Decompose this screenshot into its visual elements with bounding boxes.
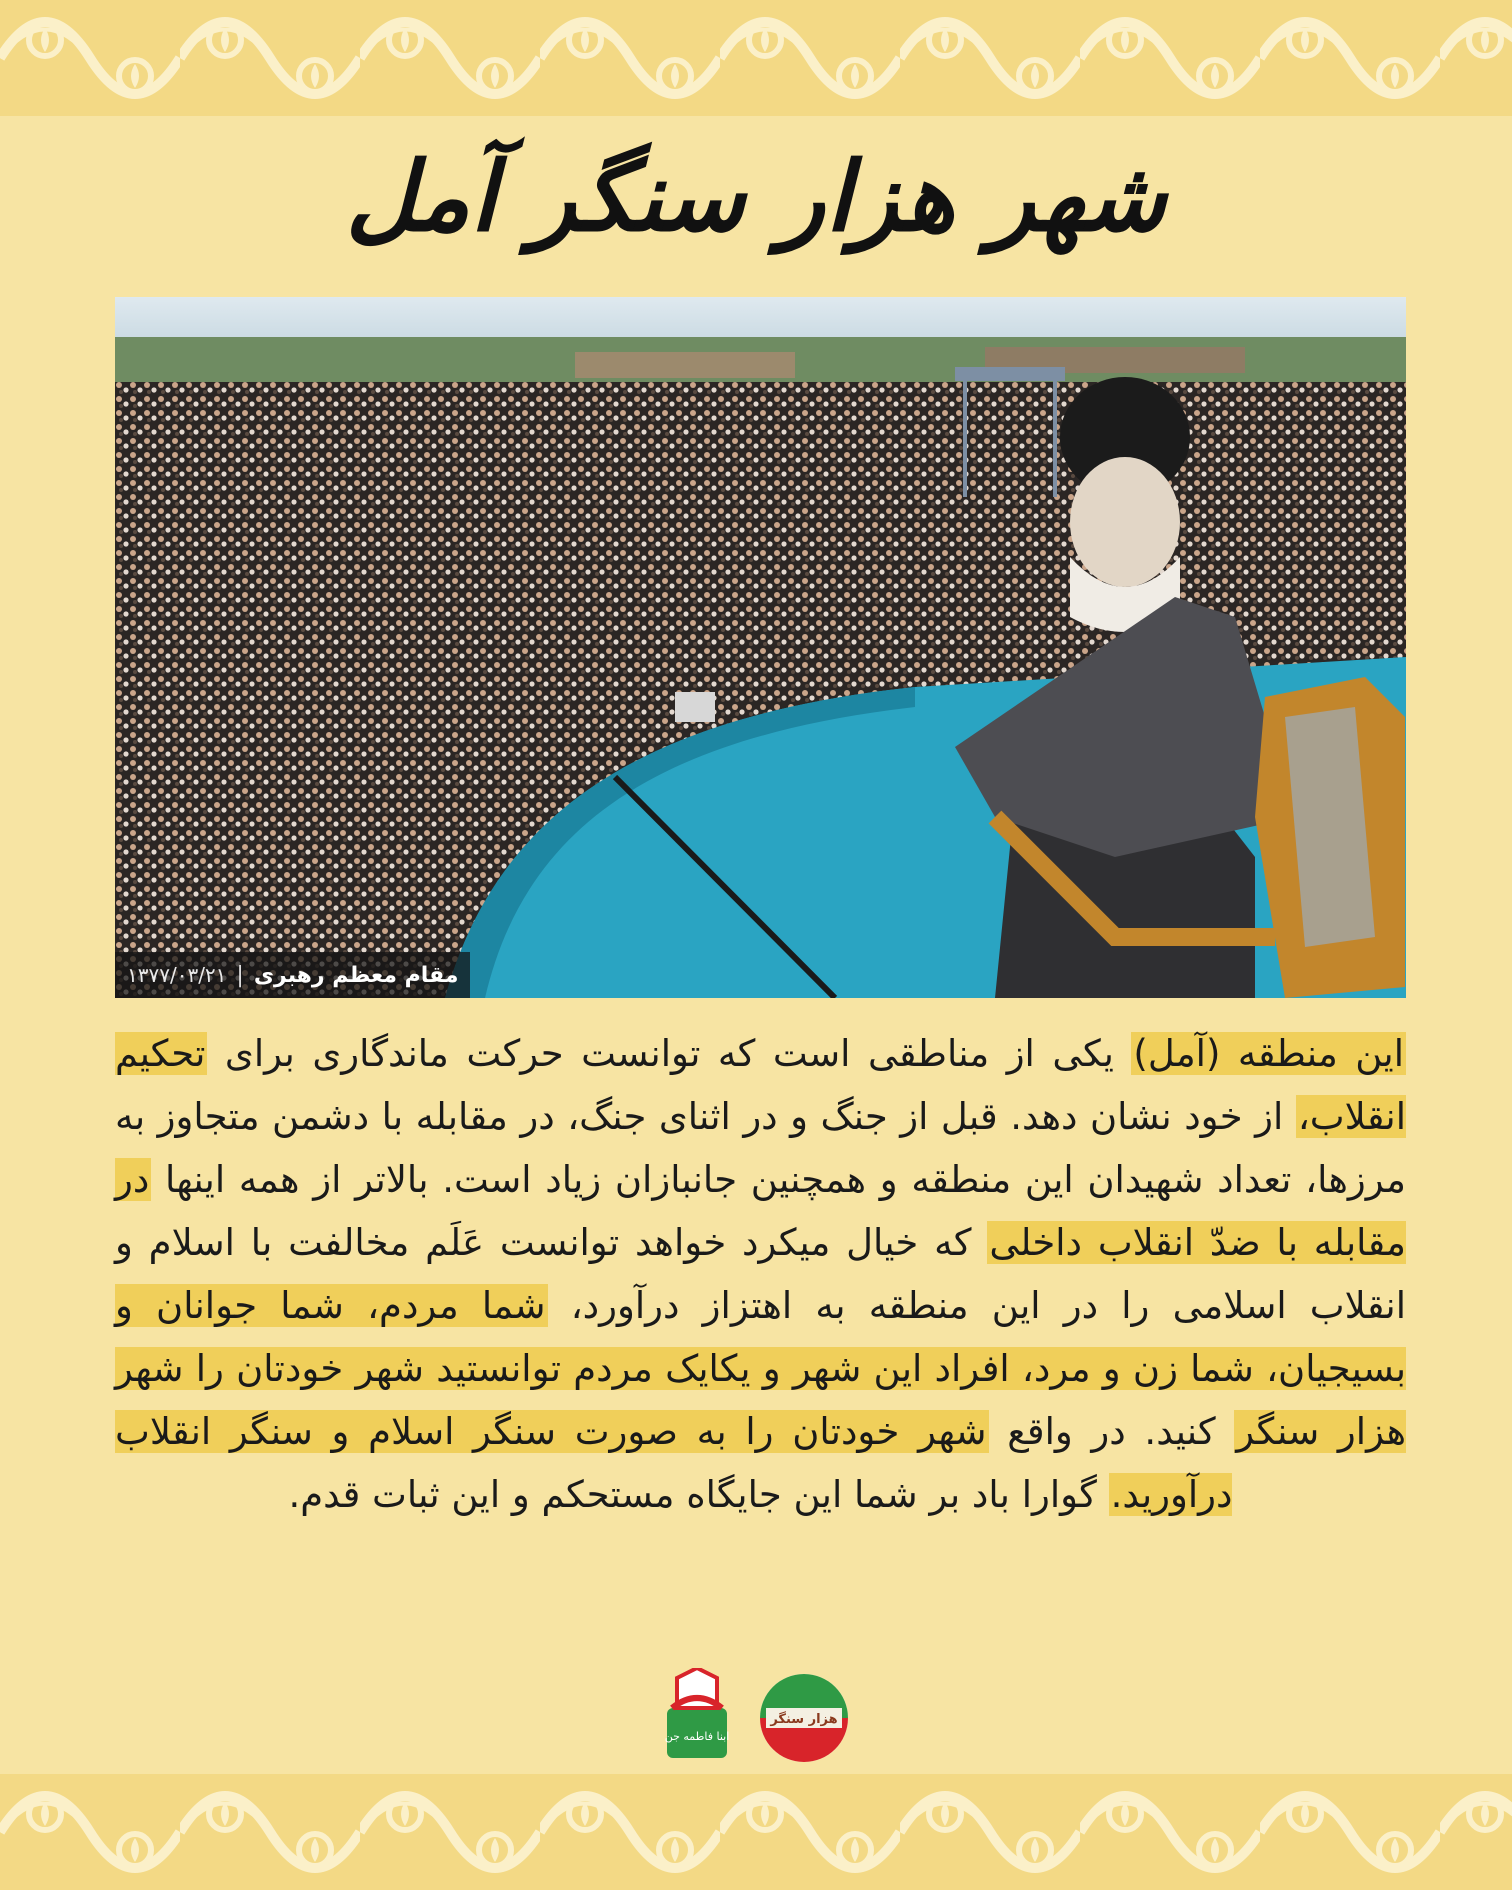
caption-separator: | [236, 962, 244, 988]
photo-caption [115, 952, 470, 998]
text-segment: که خیال میکرد خواهد توانست عَلَم مخالفت با اسلام و انقلاب اسلامی را در این منطقه به اهتزاز درآورد، [115, 1221, 1406, 1327]
highlight-segment: این منطقه (آمل) [1133, 1032, 1404, 1075]
caption-date: ۱۳۷۷/۰۳/۲۱ [127, 963, 227, 987]
bottom-ornamental-border [0, 1774, 1512, 1890]
text-segment: یکی از مناطقی است که توانست حرکت ماندگاری برای [207, 1032, 1132, 1075]
text-segment: گوارا باد بر شما این جایگاه مستحکم و این ثبات قدم. [288, 1473, 1109, 1516]
logo-bar [0, 1668, 1512, 1768]
left-logo-icon [758, 1672, 850, 1764]
highlight-segment: تحکیم انقلاب، [115, 1032, 1406, 1138]
rally-photo [115, 297, 1406, 998]
text-segment: کنید. در واقع [988, 1410, 1235, 1453]
highlight-segment: در مقابله با ضدّ انقلاب داخلی [115, 1158, 1406, 1264]
right-logo-icon [662, 1668, 732, 1768]
text-segment: از خود نشان دهد. قبل از جنگ و در اثنای جنگ، در مقابله با دشمن متجاوز به مرزها، تعداد شهیدان این منطقه و همچنین جانبازان زیاد است. بالاتر از همه اینها [115, 1095, 1406, 1201]
highlight-segment: شهر خودتان را به صورت سنگر اسلام و سنگر انقلاب درآورید. [115, 1410, 1233, 1516]
quote-paragraph [115, 1022, 1406, 1526]
left-logo-text: هزار سنگر [770, 1712, 838, 1727]
page-title: شهر هزار سنگر آمل [345, 140, 1167, 253]
top-ornamental-border [0, 0, 1512, 116]
highlight-segment: شما مردم، شما جوانان و بسیجیان، شما زن و مرد، افراد این شهر و یکایک مردم توانستید شهر خودتان را شهر هزار سنگر [115, 1284, 1406, 1453]
caption-name: مقام معظم رهبری [253, 962, 459, 988]
right-logo-text: ابنا فاطمه جن [664, 1730, 730, 1743]
